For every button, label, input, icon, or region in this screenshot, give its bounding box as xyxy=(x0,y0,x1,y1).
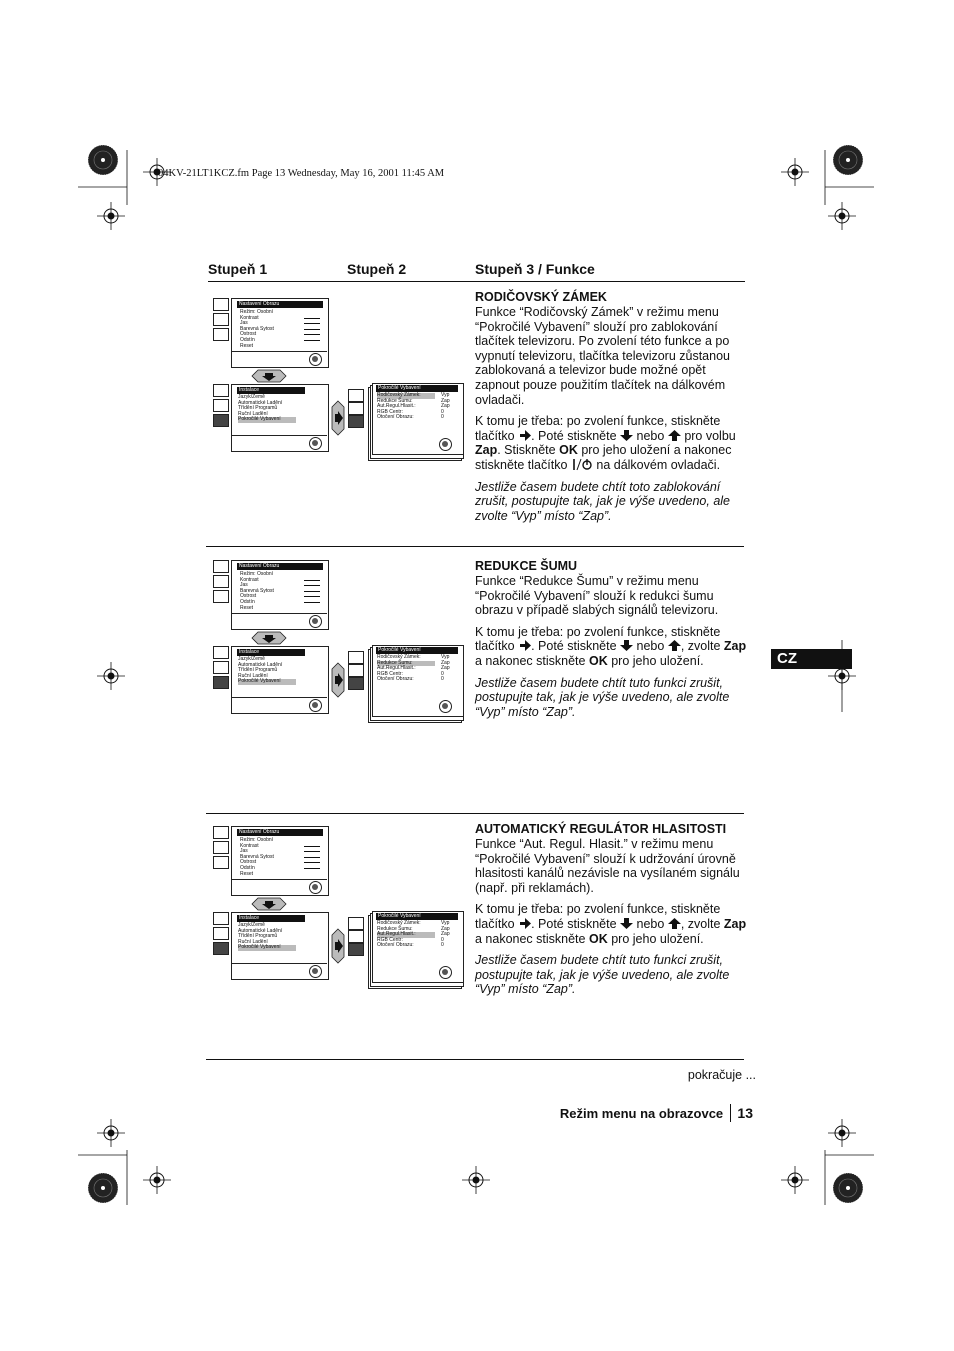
menu-item: Ostrost xyxy=(240,331,257,338)
ok-button-icon xyxy=(439,700,452,713)
menu-item: Jas xyxy=(240,582,248,589)
toolbox-icon xyxy=(213,676,229,689)
tv-icon xyxy=(213,826,229,839)
slider-bar xyxy=(304,846,320,847)
arrow-down-icon xyxy=(620,917,633,930)
menu-item: Režim: Osobní xyxy=(240,837,274,843)
ok-button-icon xyxy=(309,615,322,628)
right-arrow-button-icon xyxy=(331,400,345,436)
clock-icon xyxy=(213,927,229,940)
menu-item: Reset xyxy=(240,604,254,611)
menu-item: Automatické Ladění xyxy=(238,399,283,406)
menu-item: Třídění Programů xyxy=(238,405,278,412)
menu-item: Odstín xyxy=(240,336,255,343)
ok-button-icon xyxy=(439,966,452,979)
page-number: 13 xyxy=(737,1105,753,1121)
menu-items xyxy=(238,657,296,685)
toolbox-icon xyxy=(213,328,229,341)
section-title: RODIČOVSKÝ ZÁMEK xyxy=(475,290,607,304)
menu-items xyxy=(240,572,274,611)
right-arrow-button-icon xyxy=(331,662,345,698)
menu-item: Odstín xyxy=(240,864,255,871)
section-title: REDUKCE ŠUMU xyxy=(475,559,578,573)
menu-item: Jazyk/Země xyxy=(238,922,265,928)
paragraph: K tomu je třeba: po zvolení funkce, stiskněte tlačítko . Poté stiskněte nebo pro volbu Zap. Stiskněte OK pro jeho uložení a nakonec stiskněte tlačítko na dálkovém ovladači. xyxy=(475,414,736,472)
section-rule xyxy=(206,546,744,547)
menu-item: Otočení Obrazu: 0 xyxy=(377,414,444,421)
menu-item: Odstín xyxy=(240,598,255,605)
menu-title: Instalace xyxy=(237,649,305,656)
clock-icon xyxy=(348,402,364,415)
clock-icon xyxy=(348,664,364,677)
menu-item: Ruční Ladění xyxy=(238,410,268,417)
menu-item: Kontrast xyxy=(240,842,259,849)
divider xyxy=(232,697,327,698)
menu-item: Reset xyxy=(240,342,254,349)
arrow-right-icon xyxy=(518,429,531,442)
clock-icon xyxy=(348,930,364,943)
arrow-down-icon xyxy=(620,639,633,652)
ok-button-icon xyxy=(309,353,322,366)
continues-label: pokračuje ... xyxy=(687,1068,756,1082)
slider-bar xyxy=(304,585,320,586)
right-arrow-button-icon xyxy=(331,928,345,964)
divider xyxy=(232,351,327,352)
paragraph: Funkce “Aut. Regul. Hlasit.” v režimu menu “Pokročilé Vybavení” slouží k udržování úrovně hlasitosti kanálů nezávisle na vysílaném signálu (např. při reklamách). xyxy=(475,837,740,895)
header-rule xyxy=(208,281,745,282)
section-parental-lock xyxy=(475,290,747,530)
slider-bar xyxy=(304,857,320,858)
arrow-right-icon xyxy=(518,639,531,652)
toolbox-icon xyxy=(348,943,364,956)
slider-bar xyxy=(304,868,320,869)
slider-bar xyxy=(304,318,320,319)
arrow-down-icon xyxy=(620,429,633,442)
menu-items xyxy=(240,838,274,877)
menu-item: Třídění Programů xyxy=(238,933,278,940)
toolbox-icon xyxy=(213,856,229,869)
menu-item: Režim: Osobní xyxy=(240,571,274,577)
menu-title: Nastavení Obrazu xyxy=(237,563,323,570)
toolbox-icon xyxy=(348,415,364,428)
menu-item: Rodičovský Zámek: Vyp xyxy=(377,654,450,660)
menu-item: Pokročilé Vybavení xyxy=(238,679,296,685)
menu-item: Pokročilé Vybavení xyxy=(238,945,296,951)
slider-bar xyxy=(304,329,320,330)
standby-icon xyxy=(571,458,593,471)
column-heading-2: Stupeň 2 xyxy=(347,261,407,277)
tv-icon xyxy=(213,560,229,573)
menu-item: Jas xyxy=(240,848,248,855)
tv-icon xyxy=(213,646,229,659)
menu-item: Reset xyxy=(240,870,254,877)
menu-items xyxy=(240,310,274,349)
menu-item: Ostrost xyxy=(240,859,257,866)
slider-bar xyxy=(304,334,320,335)
menu-title: Nastavení Obrazu xyxy=(237,829,323,836)
paragraph-note: Jestliže časem budete chtít tuto funkci zrušit, postupujte tak, jak je výše uvedeno, ale zvolte “Vyp” místo “Zap”. xyxy=(475,675,730,719)
slider-bar xyxy=(304,580,320,581)
menu-item: Ostrost xyxy=(240,593,257,600)
menu-title: Instalace xyxy=(237,387,305,394)
divider xyxy=(232,435,327,436)
tv-icon xyxy=(348,651,364,664)
section-rule xyxy=(206,813,744,814)
section-noise-reduction xyxy=(475,559,747,726)
menu-item: Třídění Programů xyxy=(238,667,278,674)
divider xyxy=(232,613,327,614)
menu-item: Automatické Ladění xyxy=(238,661,283,668)
menu-title: Instalace xyxy=(237,915,305,922)
arrow-up-icon xyxy=(668,429,681,442)
menu-items xyxy=(238,395,296,423)
paragraph-note: Jestliže časem budete chtít toto zablokování zrušit, postupujte tak, jak je výše uvedeno, ale zvolte “Vyp” místo “Zap”. xyxy=(475,479,731,523)
column-heading-1: Stupeň 1 xyxy=(208,261,268,277)
menu-item: Redukce Šumu: Zap xyxy=(377,397,450,404)
clock-icon xyxy=(213,661,229,674)
arrow-up-icon xyxy=(668,917,681,930)
paragraph: K tomu je třeba: po zvolení funkce, stiskněte tlačítko . Poté stiskněte nebo , zvolte Zap a nakonec stiskněte OK pro jeho uložení. xyxy=(475,624,747,668)
section-rule xyxy=(206,1059,744,1060)
menu-items xyxy=(238,923,296,951)
menu-item: Aut.Regul.Hlasit.: Zap xyxy=(377,931,450,938)
slider-bar xyxy=(304,323,320,324)
menu-item: Aut.Regul.Hlasit.: Zap xyxy=(377,403,450,410)
menu-item: Barevná Sytost xyxy=(240,853,274,860)
tv-icon xyxy=(348,917,364,930)
down-arrow-button-icon xyxy=(251,631,287,645)
ok-button-icon xyxy=(309,881,322,894)
section-title: AUTOMATICKÝ REGULÁTOR HLASITOSTI xyxy=(475,822,727,836)
section-auto-volume xyxy=(475,822,747,1004)
menu-title: Nastavení Obrazu xyxy=(237,301,323,308)
print-header: 04KV-21LT1KCZ.fm Page 13 Wednesday, May 16, 2001 11:45 AM xyxy=(158,168,445,179)
menu-item: Otočení Obrazu: 0 xyxy=(377,942,444,949)
ok-button-icon xyxy=(309,965,322,978)
down-arrow-button-icon xyxy=(251,897,287,911)
language-tab: CZ xyxy=(771,649,852,669)
menu-item: Ruční Ladění xyxy=(238,672,268,679)
arrow-right-icon xyxy=(518,917,531,930)
toolbox-icon xyxy=(348,677,364,690)
divider xyxy=(232,963,327,964)
menu-item: Ruční Ladění xyxy=(238,938,268,945)
menu-item: Režim: Osobní xyxy=(240,309,274,315)
clock-icon xyxy=(213,313,229,326)
clock-icon xyxy=(213,399,229,412)
ok-button-icon xyxy=(439,438,452,451)
menu-item: RGB Centr: 0 xyxy=(377,408,444,415)
paragraph: Funkce “Redukce Šumu” v režimu menu “Pokročilé Vybavení” slouží k redukci šumu obrazu v případě slabých signálů televizoru. xyxy=(475,574,719,618)
menu-title: Pokročilé Vybavení xyxy=(376,913,458,920)
tv-icon xyxy=(213,298,229,311)
menu-item: Barevná Sytost xyxy=(240,587,274,594)
menu-item: Jas xyxy=(240,320,248,327)
toolbox-icon xyxy=(213,590,229,603)
menu-item: Pokročilé Vybavení xyxy=(238,417,296,423)
slider-bar xyxy=(304,596,320,597)
menu-item: Barevná Sytost xyxy=(240,325,274,332)
menu-item: Automatické Ladění xyxy=(238,927,283,934)
ok-button-icon xyxy=(309,437,322,450)
toolbox-icon xyxy=(213,414,229,427)
clock-icon xyxy=(213,841,229,854)
slider-bar xyxy=(304,851,320,852)
paragraph: K tomu je třeba: po zvolení funkce, stiskněte tlačítko . Poté stiskněte nebo , zvolte Zap a nakonec stiskněte OK pro jeho uložení. xyxy=(475,902,747,946)
slider-bar xyxy=(304,862,320,863)
down-arrow-button-icon xyxy=(251,369,287,383)
menu-title: Pokročilé Vybavení xyxy=(376,385,458,392)
paragraph: Funkce “Rodičovský Zámek” v režimu menu “Pokročilé Vybavení” slouží pro zablokování tlačítek televizoru. Po zvolení této funkce a po vypnutí televizoru, tlačítka televizoru zůstanou zablokovaná a televizor bude možné opět zapnout pouze použitím tlačítek na dálkovém ovladači. xyxy=(475,305,730,407)
slider-bar xyxy=(304,340,320,341)
menu-item: Rodičovský Zámek: Vyp xyxy=(377,920,450,926)
menu-item: Jazyk/Země xyxy=(238,656,265,662)
slider-bar xyxy=(304,591,320,592)
menu-item: Kontrast xyxy=(240,314,259,321)
footer-title: Režim menu na obrazovce xyxy=(559,1106,724,1121)
menu-item: RGB Centr: 0 xyxy=(377,936,444,943)
menu-item: RGB Centr: 0 xyxy=(377,670,444,677)
menu-items xyxy=(377,921,455,949)
paragraph-note: Jestliže časem budete chtít tuto funkci zrušit, postupujte tak, jak je výše uvedeno, ale zvolte “Vyp” místo “Zap”. xyxy=(475,953,730,997)
menu-item: Redukce Šumu: Zap xyxy=(377,659,450,666)
clock-icon xyxy=(213,575,229,588)
menu-item: Rodičovský Zámek: Vyp xyxy=(377,392,450,398)
tv-icon xyxy=(348,389,364,402)
tv-icon xyxy=(213,384,229,397)
page-footer xyxy=(560,1104,753,1122)
arrow-up-icon xyxy=(668,639,681,652)
menu-item: Otočení Obrazu: 0 xyxy=(377,676,444,683)
menu-items xyxy=(377,393,455,421)
divider xyxy=(232,879,327,880)
menu-item: Redukce Šumu: Zap xyxy=(377,925,450,932)
toolbox-icon xyxy=(213,942,229,955)
tv-icon xyxy=(213,912,229,925)
slider-bar xyxy=(304,602,320,603)
menu-title: Pokročilé Vybavení xyxy=(376,647,458,654)
menu-item: Jazyk/Země xyxy=(238,394,265,400)
column-heading-3: Stupeň 3 / Funkce xyxy=(475,261,595,277)
ok-button-icon xyxy=(309,699,322,712)
menu-item: Aut.Regul.Hlasit.: Zap xyxy=(377,665,450,672)
menu-item: Kontrast xyxy=(240,576,259,583)
menu-items xyxy=(377,655,455,683)
